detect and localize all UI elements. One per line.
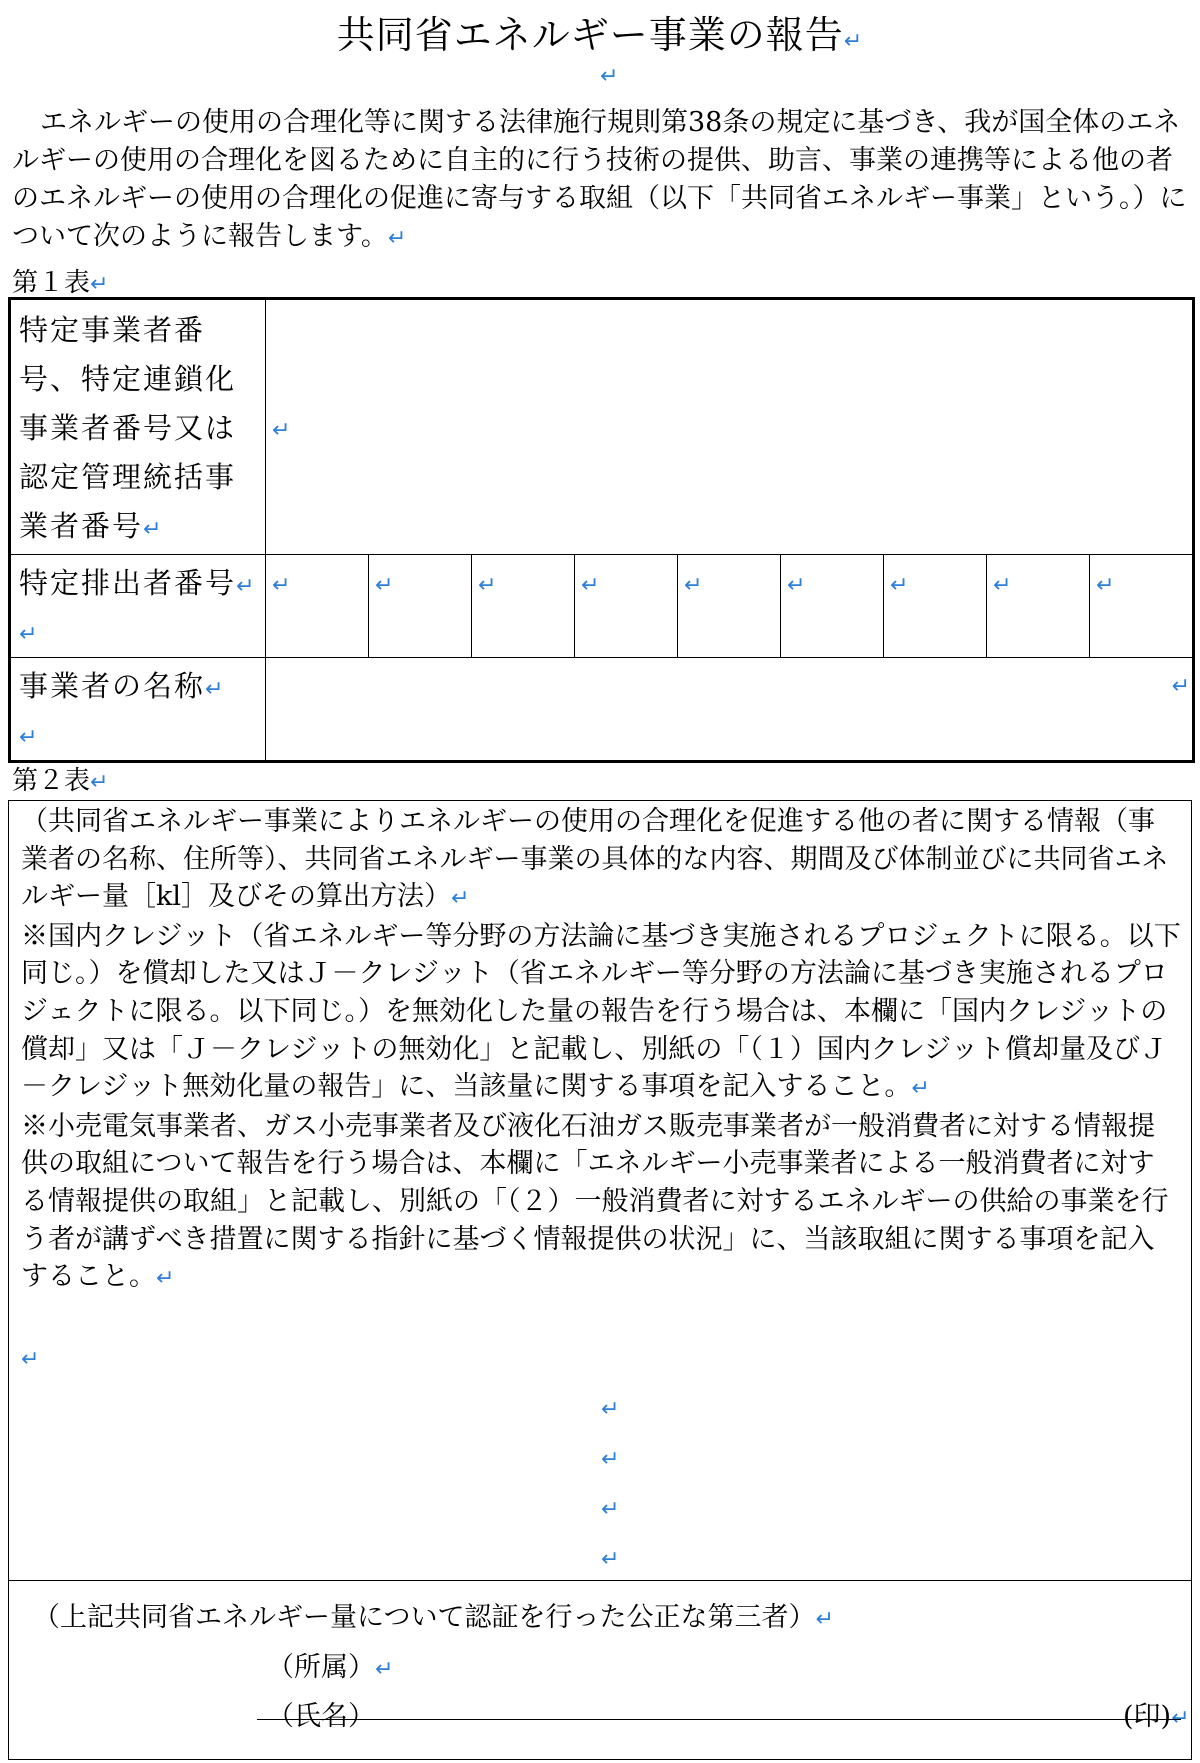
emitter-digit-cell-9[interactable] — [1090, 555, 1194, 658]
return-mark-icon: ↵ — [375, 1657, 394, 1682]
return-mark-icon: ↵ — [478, 573, 497, 598]
affiliation-field[interactable] — [267, 1645, 393, 1684]
return-mark-icon: ↵ — [601, 1547, 620, 1572]
emitter-digit-cell-1[interactable] — [266, 555, 369, 658]
emitter-digit-cell-5[interactable] — [678, 555, 781, 658]
signature-line — [257, 1719, 1181, 1720]
business-number-label: 特定事業者番号、特定連鎖化事業者番号又は認定管理統括事業者番号 — [19, 313, 237, 543]
return-mark-icon: ↵ — [1171, 674, 1190, 699]
return-mark-icon: ↵ — [236, 574, 257, 599]
emitter-digit-cell-6[interactable] — [781, 555, 884, 658]
table1-row-emitter-number — [10, 555, 1194, 658]
return-mark-icon: ↵ — [993, 573, 1012, 598]
return-mark-icon: ↵ — [272, 573, 291, 598]
return-mark-icon: ↵ — [21, 1347, 40, 1372]
table2-paragraph-text: （共同省エネルギー事業によりエネルギーの使用の合理化を促進する他の者に関する情報（事業者の名称、住所等）、共同省エネルギー事業の具体的な内容、期間及び体制並びに共同省エネルギー量［kl］及びその算出方法） — [21, 806, 1169, 913]
return-mark-icon: ↵ — [156, 1266, 175, 1292]
page-title — [0, 4, 1200, 59]
emitter-number-label: 特定排出者番号 — [19, 566, 237, 600]
return-mark-icon: ↵ — [601, 1447, 620, 1472]
table2-caption-text: 第２表 — [12, 766, 91, 796]
certification-heading-text: （上記共同省エネルギー量について認証を行った公正な第三者） — [33, 1602, 816, 1633]
table1 — [8, 297, 1195, 763]
table2-paragraph — [21, 803, 1181, 918]
table1-row-business-name — [10, 658, 1194, 762]
table1-row-business-number — [10, 299, 1194, 555]
emitter-digit-cell-8[interactable] — [987, 555, 1090, 658]
return-mark-icon: ↵ — [581, 573, 600, 598]
return-mark-icon: ↵ — [90, 770, 109, 795]
table2-content[interactable] — [21, 803, 1181, 1298]
return-mark-icon: ↵ — [890, 573, 909, 598]
return-mark-icon: ↵ — [272, 418, 291, 443]
table2-paragraph-text: ※国内クレジット（省エネルギー等分野の方法論に基づき実施されるプロジェクトに限る。以下同じ。）を償却した又はＪ－クレジット（省エネルギー等分野の方法論に基づき実施されるプロジェクトに限る。以下同じ。）を無効化した量の報告を行う場合は、本欄に「国内クレジットの償却」又は「Ｊ－クレジットの無効化」と記載し、別紙の「（１）国内クレジット償却量及びＪ－クレジット無効化量の報告」に、当該量に関する事項を記入すること。 — [21, 920, 1181, 1103]
intro-text: エネルギーの使用の合理化等に関する法律施行規則第38条の規定に基づき、我が国全体のエネルギーの使用の合理化を図るために自主的に行う技術の提供、助言、事業の連携等による他の者のエネルギーの使用の合理化の促進に寄与する取組（以下「共同省エネルギー事業」という。）について次のように報告します。 — [12, 107, 1187, 252]
table1-caption — [12, 262, 108, 299]
return-mark-icon: ↵ — [815, 1607, 834, 1632]
table2-caption — [12, 760, 108, 797]
return-mark-icon: ↵ — [1096, 573, 1115, 598]
affiliation-label: （所属） — [267, 1652, 375, 1683]
return-mark-icon: ↵ — [601, 1397, 620, 1422]
page-title-text: 共同省エネルギー事業の報告 — [336, 13, 844, 57]
return-mark-icon: ↵ — [600, 64, 619, 89]
business-number-input-cell[interactable] — [266, 299, 1194, 555]
return-mark-icon: ↵ — [1171, 1706, 1190, 1731]
table1-caption-text: 第１表 — [12, 268, 91, 298]
return-mark-icon: ↵ — [205, 677, 226, 702]
return-mark-icon: ↵ — [684, 573, 703, 598]
seal-mark — [1123, 1694, 1190, 1733]
return-mark-icon: ↵ — [601, 1497, 620, 1522]
business-name-label: 事業者の名称 — [19, 669, 206, 703]
name-label: （氏名） — [267, 1701, 375, 1732]
return-mark-icon: ↵ — [787, 573, 806, 598]
emitter-digit-cell-2[interactable] — [369, 555, 472, 658]
seal-label: (印) — [1123, 1701, 1172, 1732]
business-number-label-cell — [10, 299, 266, 555]
emitter-digit-cell-3[interactable] — [472, 555, 575, 658]
return-mark-icon: ↵ — [387, 226, 407, 251]
return-mark-icon: ↵ — [911, 1076, 930, 1102]
name-field[interactable] — [267, 1694, 375, 1733]
table2-paragraph-text: ※小売電気事業者、ガス小売事業者及び液化石油ガス販売事業者が一般消費者に対する情報提供の取組について報告を行う場合は、本欄に「エネルギー小売事業者による一般消費者に対する情報提供の取組」と記載し、別紙の「（２）一般消費者に対するエネルギーの供給の事業を行う者が講ずべき措置に関する指針に基づく情報提供の状況」に、当該取組に関する事項を記入すること。 — [21, 1110, 1169, 1293]
emitter-number-label-cell — [10, 555, 266, 658]
business-name-input-cell[interactable] — [266, 658, 1194, 762]
return-mark-icon: ↵ — [375, 573, 394, 598]
table2-paragraph — [21, 1108, 1181, 1298]
return-mark-icon: ↵ — [451, 886, 470, 912]
certification-divider — [9, 1580, 1191, 1581]
return-mark-icon: ↵ — [143, 517, 164, 542]
return-mark-icon: ↵ — [90, 272, 109, 297]
return-mark-icon: ↵ — [19, 622, 40, 647]
table2-paragraph — [21, 918, 1181, 1108]
certification-heading — [33, 1595, 834, 1634]
return-mark-icon: ↵ — [19, 725, 40, 750]
return-mark-icon: ↵ — [843, 29, 864, 54]
emitter-digit-cell-7[interactable] — [884, 555, 987, 658]
table2 — [8, 800, 1192, 1760]
business-name-label-cell — [10, 658, 266, 762]
intro-paragraph — [12, 104, 1188, 258]
emitter-digit-cell-4[interactable] — [575, 555, 678, 658]
